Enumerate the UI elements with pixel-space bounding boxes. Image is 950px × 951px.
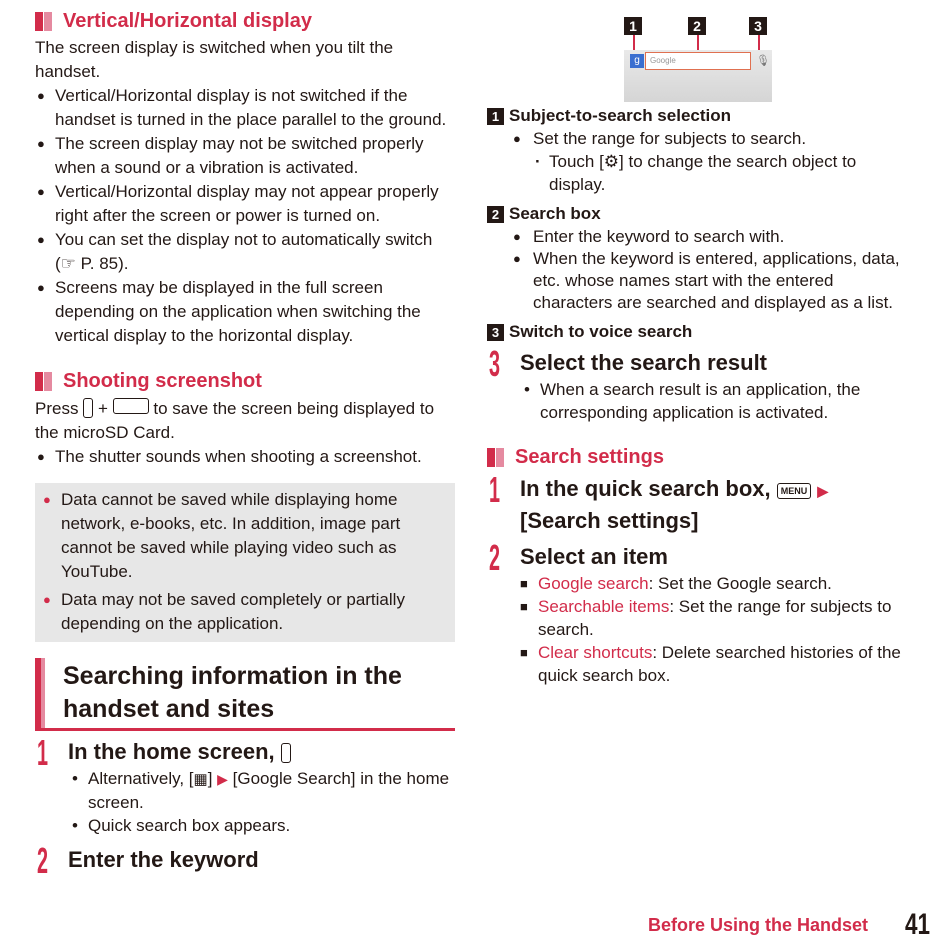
bullet-item: ● Set the range for subjects to search. — [513, 128, 917, 150]
settings-step-1 — [487, 469, 917, 536]
section-mark-icon — [35, 372, 53, 391]
footer-title: Before Using the Handset — [648, 915, 869, 935]
note-item: ● Data cannot be saved while displaying home network, e-books, etc. In addition, image part cannot be saved while playing video such as YouTube. — [41, 488, 449, 584]
intro-text: The screen display is switched when you tilt the handset. — [35, 38, 394, 81]
left-column — [35, 8, 455, 881]
step-number: 1 — [37, 732, 49, 773]
step-sub-item: • When a search result is an application, the corresponding application is activated. — [520, 378, 917, 424]
bullet-item: ● Vertical/Horizontal display is not switched if the handset is turned in the place parallel to the ground. — [35, 84, 455, 132]
step-3 — [487, 343, 917, 424]
google-icon: g — [630, 54, 644, 68]
callout-number: 3 — [749, 17, 767, 35]
section-title: Vertical/Horizontal display — [63, 9, 312, 32]
callout-number: 1 — [624, 17, 642, 35]
settings-step-2 — [487, 537, 917, 687]
step-title: Enter the keyword — [68, 847, 259, 872]
option-link: Searchable items — [538, 597, 670, 616]
item-heading: 3 Switch to voice search — [487, 320, 917, 344]
step-number: 2 — [489, 537, 501, 578]
menu-key-icon: MENU — [777, 483, 812, 499]
step-sub-item: • Quick search box appears. — [68, 814, 455, 837]
bullet-item: ● Screens may be displayed in the full screen depending on the application when switching the vertical display to the horizontal display. — [35, 276, 455, 348]
step-title: In the quick search box, MENU ▶ [Search settings] — [520, 476, 829, 533]
item-number: 2 — [487, 206, 504, 223]
item-heading: 2 Search box — [487, 202, 917, 226]
option-item: ■ Google search: Set the Google search. — [520, 572, 917, 595]
apps-grid-icon: ▦ — [193, 771, 208, 788]
power-key-icon — [83, 398, 93, 418]
step-number: 2 — [37, 840, 49, 881]
section-title: Search settings — [515, 445, 664, 468]
page-number: 41 — [905, 908, 931, 941]
step-number: 3 — [489, 343, 501, 384]
step-title: Select the search result — [520, 350, 768, 375]
sub-item: · Touch [⚙] to change the search object to display. — [533, 150, 917, 196]
home-key-icon — [281, 743, 291, 763]
step-2 — [35, 840, 455, 881]
note-item: ● Data may not be saved completely or partially depending on the application. — [41, 588, 449, 636]
section-mark-icon — [487, 448, 505, 467]
option-link: Google search — [538, 574, 649, 593]
bullet-item: ● Enter the keyword to search with. — [513, 226, 917, 248]
bullet-item: ● When the keyword is entered, applications, data, etc. whose names start with the entered characters are searched and displayed as a list. — [513, 248, 917, 314]
section-heading-screenshot — [35, 368, 455, 394]
right-column — [487, 14, 917, 687]
screenshot-instruction: Press + to save the screen being displayed to the microSD Card. — [35, 399, 435, 442]
bullet-item: ● You can set the display not to automatically switch (☞ P. 85). — [35, 228, 455, 276]
item-number: 3 — [487, 324, 504, 341]
option-item: ■ Clear shortcuts: Delete searched histories of the quick search box. — [520, 641, 917, 687]
arrow-right-icon: ▶ — [217, 771, 228, 787]
step-number: 1 — [489, 469, 501, 510]
bullet-item: ● The screen display may not be switched properly when a sound or a vibration is activated. — [35, 132, 455, 180]
option-link: Clear shortcuts — [538, 643, 653, 662]
section-heading-search-settings — [487, 444, 917, 470]
volume-key-icon — [113, 398, 149, 414]
step-title: In the home screen, — [68, 737, 455, 767]
section-mark-icon — [35, 12, 53, 31]
chapter-heading: Searching information in the handset and sites — [35, 658, 455, 731]
search-box-screenshot — [624, 14, 772, 96]
option-item: ■ Searchable items: Set the range for subjects to search. — [520, 595, 917, 641]
bullet-item: ● Vertical/Horizontal display may not appear properly right after the screen or power is turned on. — [35, 180, 455, 228]
note-box — [35, 483, 455, 642]
step-1 — [35, 732, 455, 837]
section-title: Shooting screenshot — [63, 369, 262, 392]
step-sub-item: • Alternatively, [▦] ▶ [Google Search] in the home screen. — [68, 767, 455, 814]
section-heading-orientation — [35, 8, 455, 34]
bullet-item: ● The shutter sounds when shooting a screenshot. — [35, 445, 455, 469]
item-number: 1 — [487, 108, 504, 125]
callout-number: 2 — [688, 17, 706, 35]
step-title: Select an item — [520, 544, 668, 569]
mic-icon: 🎙 — [756, 55, 770, 67]
search-box-preview: Google — [645, 52, 751, 70]
item-heading: 1 Subject-to-search selection — [487, 104, 917, 128]
arrow-right-icon: ▶ — [817, 483, 829, 499]
